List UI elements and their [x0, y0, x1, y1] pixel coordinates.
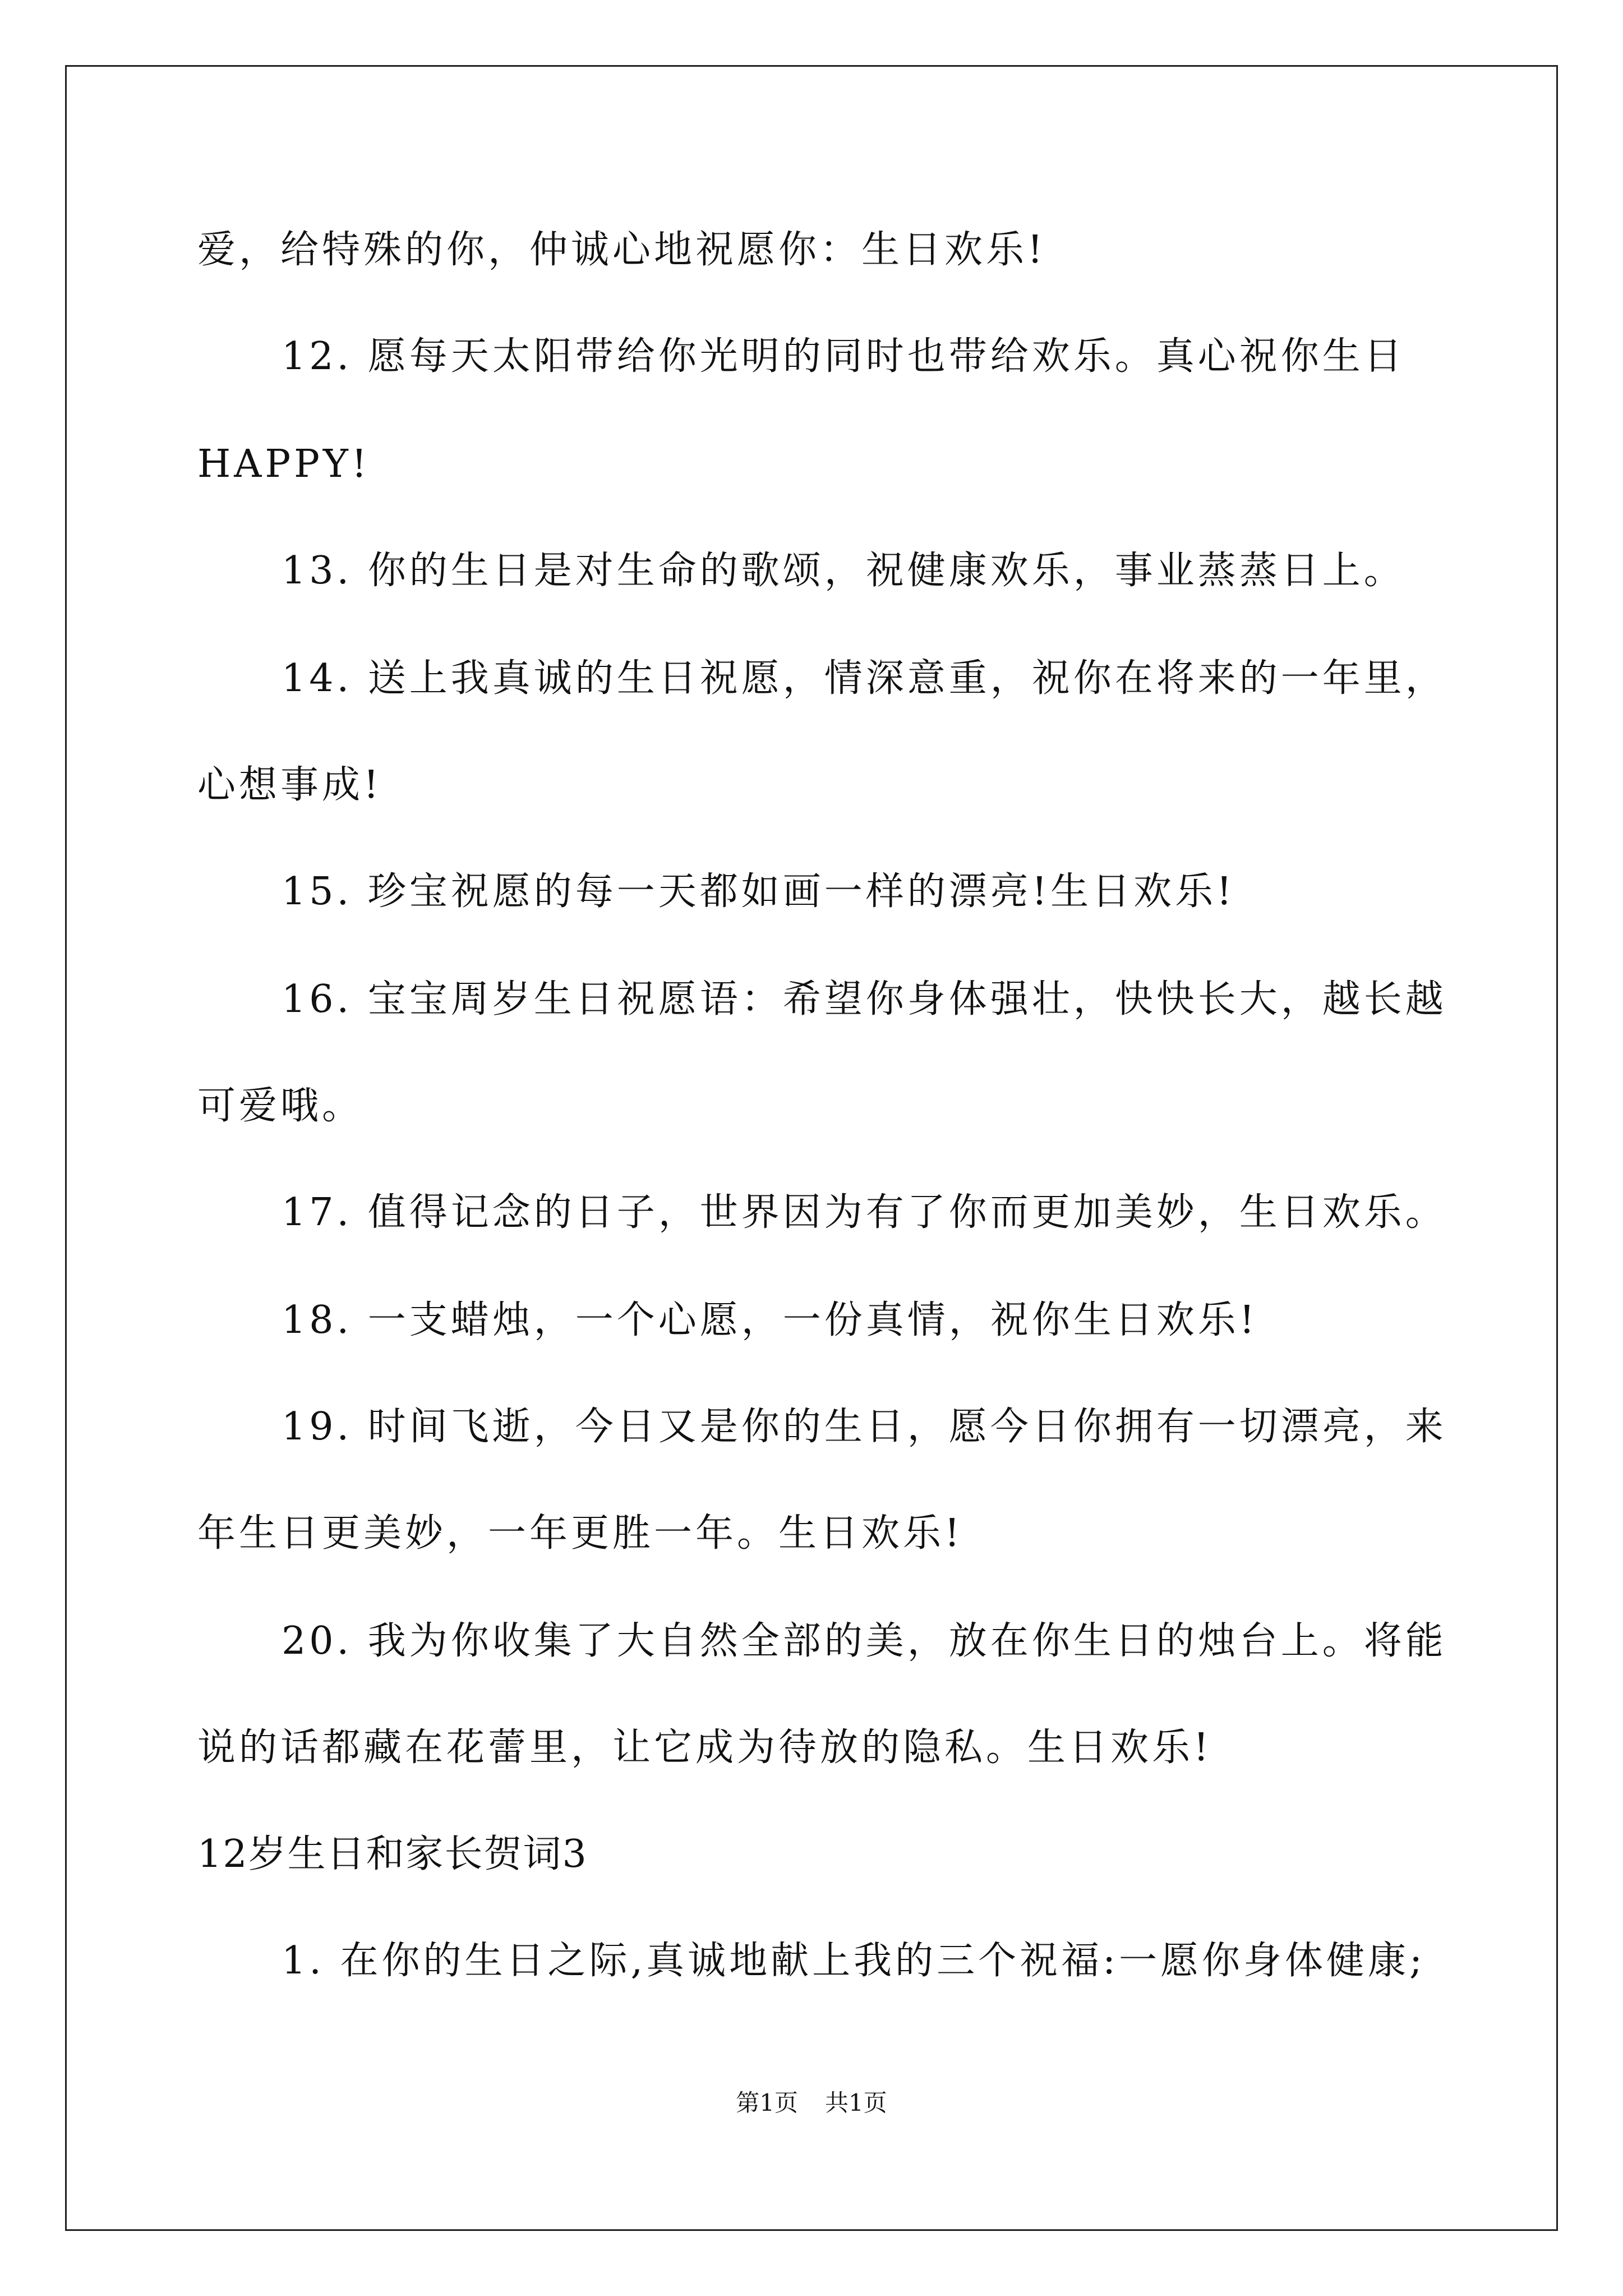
text-line: 心想事成! [197, 763, 382, 807]
text-line: 说的话都藏在花蕾里，让它成为待放的隐私。生日欢乐! [197, 1726, 1212, 1770]
list-item-19: 19. 时间飞逝，今日又是你的生日，愿今日你拥有一切漂亮，来 [282, 1405, 1447, 1449]
text-line: 爱，给特殊的你，仲诚心地祝愿你：生日欢乐! [197, 228, 1046, 272]
list-item-18: 18. 一支蜡烛，一个心愿，一份真情，祝你生日欢乐! [282, 1298, 1258, 1342]
list-item-16: 16. 宝宝周岁生日祝愿语：希望你身体强壮，快快长大，越长越 [282, 977, 1447, 1022]
text-line: HAPPY! [197, 442, 371, 486]
page-number-current: 第1页 [736, 2089, 798, 2116]
list-item-1: 1. 在你的生日之际,真诚地献上我的三个祝福:一愿你身体健康; [282, 1939, 1426, 1983]
text-line: 年生日更美妙，一年更胜一年。生日欢乐! [197, 1511, 963, 1556]
list-item-20: 20. 我为你收集了大自然全部的美，放在你生日的烛台上。将能 [282, 1619, 1447, 1663]
text-line: 可爱哦。 [197, 1084, 364, 1128]
page-number-total: 共1页 [825, 2089, 887, 2116]
page-footer [0, 2091, 1623, 2115]
list-item-13: 13. 你的生日是对生命的歌颂，祝健康欢乐，事业蒸蒸日上。 [282, 549, 1405, 593]
list-item-17: 17. 值得记念的日子，世界因为有了你而更加美妙，生日欢乐。 [282, 1190, 1447, 1235]
list-item-12: 12. 愿每天太阳带给你光明的同时也带给欢乐。真心祝你生日 [282, 334, 1405, 379]
list-item-14: 14. 送上我真诚的生日祝愿，情深意重，祝你在将来的一年里， [282, 656, 1447, 701]
list-item-15: 15. 珍宝祝愿的每一天都如画一样的漂亮!生日欢乐! [282, 869, 1235, 914]
page-border [65, 65, 1558, 2231]
section-heading: 12岁生日和家长贺词3 [197, 1832, 588, 1876]
